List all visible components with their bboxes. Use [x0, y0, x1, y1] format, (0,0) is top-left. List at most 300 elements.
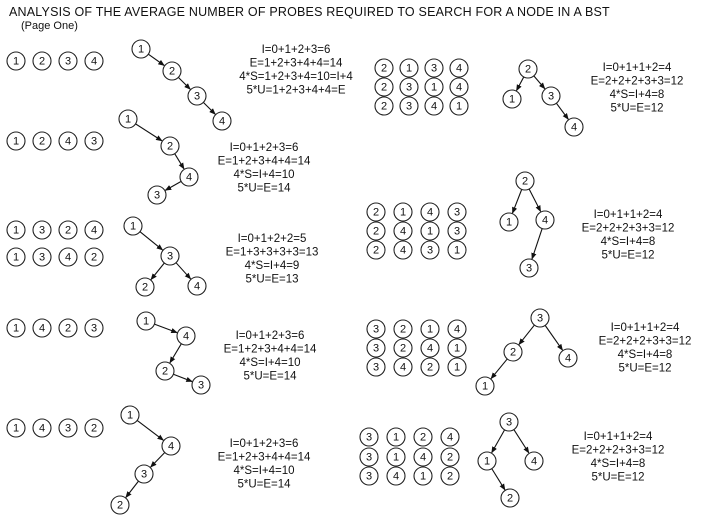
- tree-node: [536, 211, 554, 229]
- sequence-node: [441, 448, 459, 466]
- formula-line: 4*S=I+4=8: [600, 236, 656, 248]
- formula-line: 4*S=I+4=10: [233, 465, 295, 477]
- svg-text:1: 1: [392, 431, 400, 444]
- sequence-node: [375, 59, 393, 77]
- sequence-node: [59, 52, 77, 70]
- tree-node: [188, 277, 206, 295]
- formula-block: [218, 438, 311, 491]
- formula-line: 4*S=I+4=10: [239, 357, 301, 369]
- tree-node: [501, 489, 519, 507]
- formula-line: E=2+2+2+3+3=12: [590, 75, 684, 88]
- formula-line: I=0+1+2+2=5: [237, 233, 307, 245]
- svg-text:1: 1: [481, 380, 489, 393]
- sequence-node: [448, 358, 466, 376]
- svg-text:4: 4: [167, 440, 175, 453]
- sequence-node: [414, 448, 432, 466]
- tree-node: [192, 376, 210, 394]
- svg-text:2: 2: [64, 322, 72, 335]
- case-5: [7, 406, 311, 514]
- sequence-node: [450, 78, 468, 96]
- sequence-node: [367, 320, 385, 338]
- insertion-sequence: [360, 448, 459, 466]
- svg-text:2: 2: [372, 225, 380, 238]
- sequence-node: [448, 203, 466, 221]
- sequence-node: [33, 319, 51, 337]
- sequence-node: [33, 52, 51, 70]
- insertion-sequence: [7, 221, 103, 239]
- svg-text:1: 1: [453, 361, 461, 374]
- svg-text:1: 1: [430, 81, 438, 94]
- svg-text:4: 4: [185, 171, 193, 184]
- sequence-node: [450, 97, 468, 115]
- svg-text:3: 3: [430, 62, 438, 75]
- sequence-node: [85, 132, 103, 150]
- formula-line: 5*U=E=12: [591, 471, 645, 484]
- case-9: [360, 413, 664, 507]
- formula-line: 5*U=E=12: [601, 249, 655, 262]
- formula-line: 5*U=E=14: [237, 182, 291, 195]
- sequence-node: [7, 319, 25, 337]
- formula-block: [226, 233, 319, 286]
- svg-text:2: 2: [419, 431, 427, 444]
- tree-edge-arrow: [170, 344, 181, 363]
- tree-edge-arrow: [137, 420, 163, 440]
- svg-text:2: 2: [446, 451, 454, 464]
- sequence-node: [367, 339, 385, 357]
- svg-text:3: 3: [64, 422, 72, 435]
- tree-node: [180, 168, 198, 186]
- sequence-node: [394, 222, 412, 240]
- formula-line: I=0+1+1+2=4: [610, 322, 680, 334]
- bst-tree: [137, 312, 210, 394]
- tree-node: [503, 90, 521, 108]
- svg-text:2: 2: [399, 323, 407, 336]
- tree-node: [137, 312, 155, 330]
- formula-line: 5*U=E=12: [610, 102, 664, 115]
- svg-text:3: 3: [193, 90, 201, 103]
- svg-text:2: 2: [38, 135, 46, 148]
- svg-text:1: 1: [137, 43, 145, 56]
- svg-text:4: 4: [430, 100, 438, 113]
- svg-text:2: 2: [524, 63, 532, 76]
- svg-text:3: 3: [536, 312, 544, 325]
- svg-text:4: 4: [453, 323, 461, 336]
- svg-text:1: 1: [483, 455, 491, 468]
- svg-text:4: 4: [419, 451, 427, 464]
- insertion-sequence: [367, 203, 466, 221]
- svg-text:3: 3: [525, 262, 533, 275]
- sequence-node: [367, 203, 385, 221]
- tree-edge-arrow: [140, 232, 163, 250]
- tree-node: [565, 118, 583, 136]
- sequence-node: [450, 59, 468, 77]
- sequence-node: [394, 241, 412, 259]
- sequence-node: [360, 428, 378, 446]
- formula-line: 4*S=I+4=9: [244, 260, 300, 272]
- formula-block: [572, 431, 665, 484]
- svg-text:3: 3: [153, 189, 161, 202]
- formula-line: 4*S=1+2+3+4=10=I+4: [239, 71, 353, 83]
- sequence-node: [85, 52, 103, 70]
- tree-node: [132, 40, 150, 58]
- svg-text:3: 3: [547, 90, 555, 103]
- svg-text:3: 3: [505, 416, 513, 429]
- svg-text:1: 1: [12, 224, 20, 237]
- tree-edge-arrow: [545, 325, 562, 350]
- svg-text:4: 4: [38, 322, 46, 335]
- insertion-sequence: [367, 222, 466, 240]
- tree-node: [504, 343, 522, 361]
- svg-text:3: 3: [405, 81, 413, 94]
- tree-node: [161, 137, 179, 155]
- sequence-node: [394, 358, 412, 376]
- insertion-sequence: [7, 52, 103, 70]
- insertion-sequence: [367, 320, 466, 338]
- formula-line: 4*S=I+4=8: [609, 89, 665, 101]
- sequence-node: [421, 203, 439, 221]
- formula-line: I=0+1+2+3=6: [261, 44, 331, 56]
- sequence-node: [421, 241, 439, 259]
- insertion-sequence: [360, 467, 459, 485]
- tree-node: [542, 87, 560, 105]
- tree-node: [188, 87, 206, 105]
- bst-tree: [111, 406, 180, 514]
- svg-text:1: 1: [142, 315, 150, 328]
- svg-text:4: 4: [455, 62, 463, 75]
- insertion-sequence: [375, 59, 468, 77]
- tree-edge-arrow: [176, 263, 191, 279]
- insertion-sequence: [367, 339, 466, 357]
- insertion-sequence: [7, 419, 103, 437]
- formula-line: 5*U=1+2+3+4+4=E: [246, 84, 346, 97]
- insertion-sequence: [367, 241, 466, 259]
- tree-edge-arrow: [178, 77, 190, 89]
- formula-line: 5*U=E=14: [243, 370, 297, 383]
- svg-text:3: 3: [90, 135, 98, 148]
- tree-node: [177, 327, 195, 345]
- tree-edge-arrow: [492, 430, 505, 453]
- tree-node: [162, 437, 180, 455]
- tree-node: [559, 349, 577, 367]
- case-4: [7, 312, 317, 394]
- formula-line: I=0+1+2+3=6: [229, 142, 299, 154]
- svg-text:4: 4: [38, 422, 46, 435]
- svg-text:4: 4: [90, 224, 98, 237]
- insertion-sequence: [360, 428, 459, 446]
- svg-text:3: 3: [64, 55, 72, 68]
- case-6: [375, 59, 683, 136]
- tree-node: [161, 247, 179, 265]
- insertion-sequence: [7, 319, 103, 337]
- tree-node: [531, 309, 549, 327]
- sequence-node: [387, 428, 405, 446]
- bst-tree: [124, 217, 206, 296]
- bst-tree: [476, 309, 577, 395]
- svg-text:4: 4: [564, 352, 572, 365]
- tree-edge-arrow: [512, 189, 521, 213]
- svg-text:4: 4: [570, 121, 578, 134]
- svg-text:4: 4: [399, 225, 407, 238]
- tree-node: [520, 259, 538, 277]
- sequence-node: [85, 319, 103, 337]
- svg-text:1: 1: [124, 113, 132, 126]
- sequence-node: [59, 221, 77, 239]
- tree-node: [476, 377, 494, 395]
- svg-text:4: 4: [455, 81, 463, 94]
- sequence-node: [59, 419, 77, 437]
- svg-text:1: 1: [508, 93, 516, 106]
- svg-text:1: 1: [12, 135, 20, 148]
- svg-text:2: 2: [509, 346, 517, 359]
- page-subtitle: (Page One): [21, 20, 78, 32]
- sequence-node: [425, 97, 443, 115]
- sequence-node: [425, 59, 443, 77]
- svg-text:1: 1: [12, 422, 20, 435]
- svg-text:1: 1: [405, 62, 413, 75]
- formula-line: 5*U=E=13: [245, 273, 299, 286]
- svg-text:2: 2: [161, 365, 169, 378]
- case-1: [7, 40, 353, 130]
- sequence-node: [414, 428, 432, 446]
- insertion-sequence: [367, 358, 466, 376]
- sequence-node: [33, 419, 51, 437]
- svg-text:3: 3: [426, 244, 434, 257]
- formula-block: [582, 209, 675, 262]
- sequence-node: [360, 467, 378, 485]
- formula-block: [224, 330, 317, 383]
- sequence-node: [394, 320, 412, 338]
- bst-tree: [132, 40, 231, 130]
- svg-text:4: 4: [399, 361, 407, 374]
- sequence-node: [448, 339, 466, 357]
- svg-text:2: 2: [64, 224, 72, 237]
- svg-text:2: 2: [372, 244, 380, 257]
- sequence-node: [375, 97, 393, 115]
- bst-tree: [500, 172, 554, 277]
- svg-text:3: 3: [365, 470, 373, 483]
- svg-text:1: 1: [399, 206, 407, 219]
- svg-text:2: 2: [141, 281, 149, 294]
- sequence-node: [425, 78, 443, 96]
- formula-line: E=1+2+3+4+4=14: [249, 57, 343, 70]
- formula-line: 4*S=I+4=10: [233, 169, 295, 181]
- svg-text:4: 4: [64, 251, 72, 264]
- sequence-node: [360, 448, 378, 466]
- svg-text:4: 4: [426, 342, 434, 355]
- tree-node: [148, 186, 166, 204]
- tree-node: [135, 465, 153, 483]
- tree-node: [124, 217, 142, 235]
- tree-edge-arrow: [532, 229, 542, 259]
- sequence-node: [448, 241, 466, 259]
- svg-text:3: 3: [372, 342, 380, 355]
- formula-line: 5*U=E=12: [618, 362, 672, 375]
- sequence-node: [367, 358, 385, 376]
- svg-text:2: 2: [380, 62, 388, 75]
- formula-line: I=0+1+1+2=4: [602, 62, 672, 74]
- svg-text:1: 1: [426, 323, 434, 336]
- sequence-node: [59, 248, 77, 266]
- svg-text:1: 1: [129, 220, 137, 233]
- svg-text:1: 1: [126, 409, 134, 422]
- formula-line: E=1+2+3+4+4=14: [223, 343, 317, 356]
- formula-line: E=1+2+3+4+4=14: [217, 155, 311, 168]
- tree-node: [213, 112, 231, 130]
- tree-edge-arrow: [529, 189, 541, 212]
- svg-text:3: 3: [38, 224, 46, 237]
- sequence-node: [7, 221, 25, 239]
- tree-edge-arrow: [519, 325, 534, 345]
- svg-text:3: 3: [166, 250, 174, 263]
- svg-text:4: 4: [193, 280, 201, 293]
- svg-text:2: 2: [90, 422, 98, 435]
- tree-node: [163, 62, 181, 80]
- sequence-node: [33, 248, 51, 266]
- insertion-sequence: [7, 248, 103, 266]
- svg-text:1: 1: [12, 251, 20, 264]
- tree-edge-arrow: [514, 430, 529, 453]
- tree-edge-arrow: [175, 154, 184, 169]
- sequence-node: [441, 467, 459, 485]
- tree-edge-arrow: [165, 181, 181, 190]
- tree-node: [516, 172, 534, 190]
- svg-text:1: 1: [419, 470, 427, 483]
- insertion-sequence: [7, 132, 103, 150]
- sequence-node: [421, 222, 439, 240]
- sequence-node: [400, 59, 418, 77]
- case-2: [7, 110, 311, 204]
- sequence-node: [421, 339, 439, 357]
- sequence-node: [400, 78, 418, 96]
- tree-edge-arrow: [516, 77, 523, 91]
- tree-node: [156, 362, 174, 380]
- sequence-node: [367, 222, 385, 240]
- sequence-node: [85, 248, 103, 266]
- svg-text:3: 3: [197, 379, 205, 392]
- svg-text:1: 1: [12, 55, 20, 68]
- sequence-node: [387, 448, 405, 466]
- sequence-node: [59, 319, 77, 337]
- tree-edge-arrow: [491, 359, 507, 379]
- sequence-node: [394, 339, 412, 357]
- formula-line: I=0+1+1+2=4: [583, 431, 653, 443]
- svg-text:2: 2: [426, 361, 434, 374]
- formula-line: E=2+2+2+3+3=12: [571, 444, 665, 457]
- svg-text:2: 2: [521, 175, 529, 188]
- page-title: ANALYSIS OF THE AVERAGE NUMBER OF PROBES REQUIRED TO SEARCH FOR A NODE IN A BST: [9, 5, 610, 19]
- svg-text:4: 4: [392, 470, 400, 483]
- sequence-node: [367, 241, 385, 259]
- sequence-node: [85, 419, 103, 437]
- svg-text:3: 3: [365, 451, 373, 464]
- svg-text:3: 3: [372, 323, 380, 336]
- tree-edge-arrow: [126, 481, 139, 497]
- sequence-node: [414, 467, 432, 485]
- svg-text:1: 1: [392, 451, 400, 464]
- svg-text:2: 2: [446, 470, 454, 483]
- formula-line: I=0+1+2+3=6: [229, 438, 299, 450]
- svg-text:2: 2: [166, 140, 174, 153]
- sequence-node: [33, 132, 51, 150]
- tree-node: [119, 110, 137, 128]
- tree-node: [136, 278, 154, 296]
- sequence-node: [7, 132, 25, 150]
- svg-text:3: 3: [365, 431, 373, 444]
- tree-node: [525, 452, 543, 470]
- svg-text:1: 1: [453, 342, 461, 355]
- bst-tree: [503, 60, 583, 136]
- svg-text:1: 1: [426, 225, 434, 238]
- formula-block: [599, 322, 692, 375]
- tree-edge-arrow: [556, 103, 568, 119]
- sequence-node: [448, 222, 466, 240]
- tree-edge-arrow: [151, 263, 164, 280]
- svg-text:2: 2: [38, 55, 46, 68]
- tree-edge-arrow: [203, 102, 215, 114]
- svg-text:4: 4: [218, 115, 226, 128]
- svg-text:4: 4: [399, 244, 407, 257]
- svg-text:3: 3: [140, 468, 148, 481]
- svg-text:4: 4: [90, 55, 98, 68]
- case-7: [367, 172, 674, 277]
- svg-text:2: 2: [90, 251, 98, 264]
- sequence-node: [85, 221, 103, 239]
- tree-node: [519, 60, 537, 78]
- svg-text:2: 2: [506, 492, 514, 505]
- tree-edge-arrow: [173, 374, 192, 381]
- formula-line: I=0+1+1+2=4: [593, 209, 663, 221]
- tree-node: [478, 452, 496, 470]
- svg-text:1: 1: [455, 100, 463, 113]
- sequence-node: [7, 52, 25, 70]
- sequence-node: [387, 467, 405, 485]
- formula-line: 4*S=I+4=8: [617, 349, 673, 361]
- svg-text:3: 3: [372, 361, 380, 374]
- formula-block: [218, 142, 311, 195]
- tree-node: [121, 406, 139, 424]
- formula-line: E=2+2+2+3+3=12: [581, 222, 675, 235]
- svg-text:4: 4: [446, 431, 454, 444]
- sequence-node: [441, 428, 459, 446]
- svg-text:1: 1: [453, 244, 461, 257]
- sequence-node: [7, 419, 25, 437]
- svg-text:1: 1: [12, 322, 20, 335]
- formula-line: E=1+2+3+4+4=14: [217, 451, 311, 464]
- tree-edge-arrow: [148, 54, 164, 65]
- formula-line: E=1+3+3+3+3=13: [225, 246, 319, 259]
- formula-line: 4*S=I+4=8: [590, 458, 646, 470]
- case-8: [367, 309, 691, 395]
- tree-edge-arrow: [534, 76, 545, 89]
- formula-block: [239, 44, 353, 97]
- sequence-node: [375, 78, 393, 96]
- svg-text:1: 1: [505, 216, 513, 229]
- sequence-node: [7, 248, 25, 266]
- svg-text:3: 3: [453, 225, 461, 238]
- svg-text:2: 2: [372, 206, 380, 219]
- svg-text:4: 4: [182, 330, 190, 343]
- insertion-sequence: [375, 97, 468, 115]
- sequence-node: [394, 203, 412, 221]
- tree-node: [500, 213, 518, 231]
- sequence-node: [421, 358, 439, 376]
- svg-text:4: 4: [530, 455, 538, 468]
- tree-edge-arrow: [136, 124, 162, 141]
- tree-edge-arrow: [154, 324, 177, 333]
- svg-text:4: 4: [541, 214, 549, 227]
- tree-node: [500, 413, 518, 431]
- bst-tree: [478, 413, 543, 507]
